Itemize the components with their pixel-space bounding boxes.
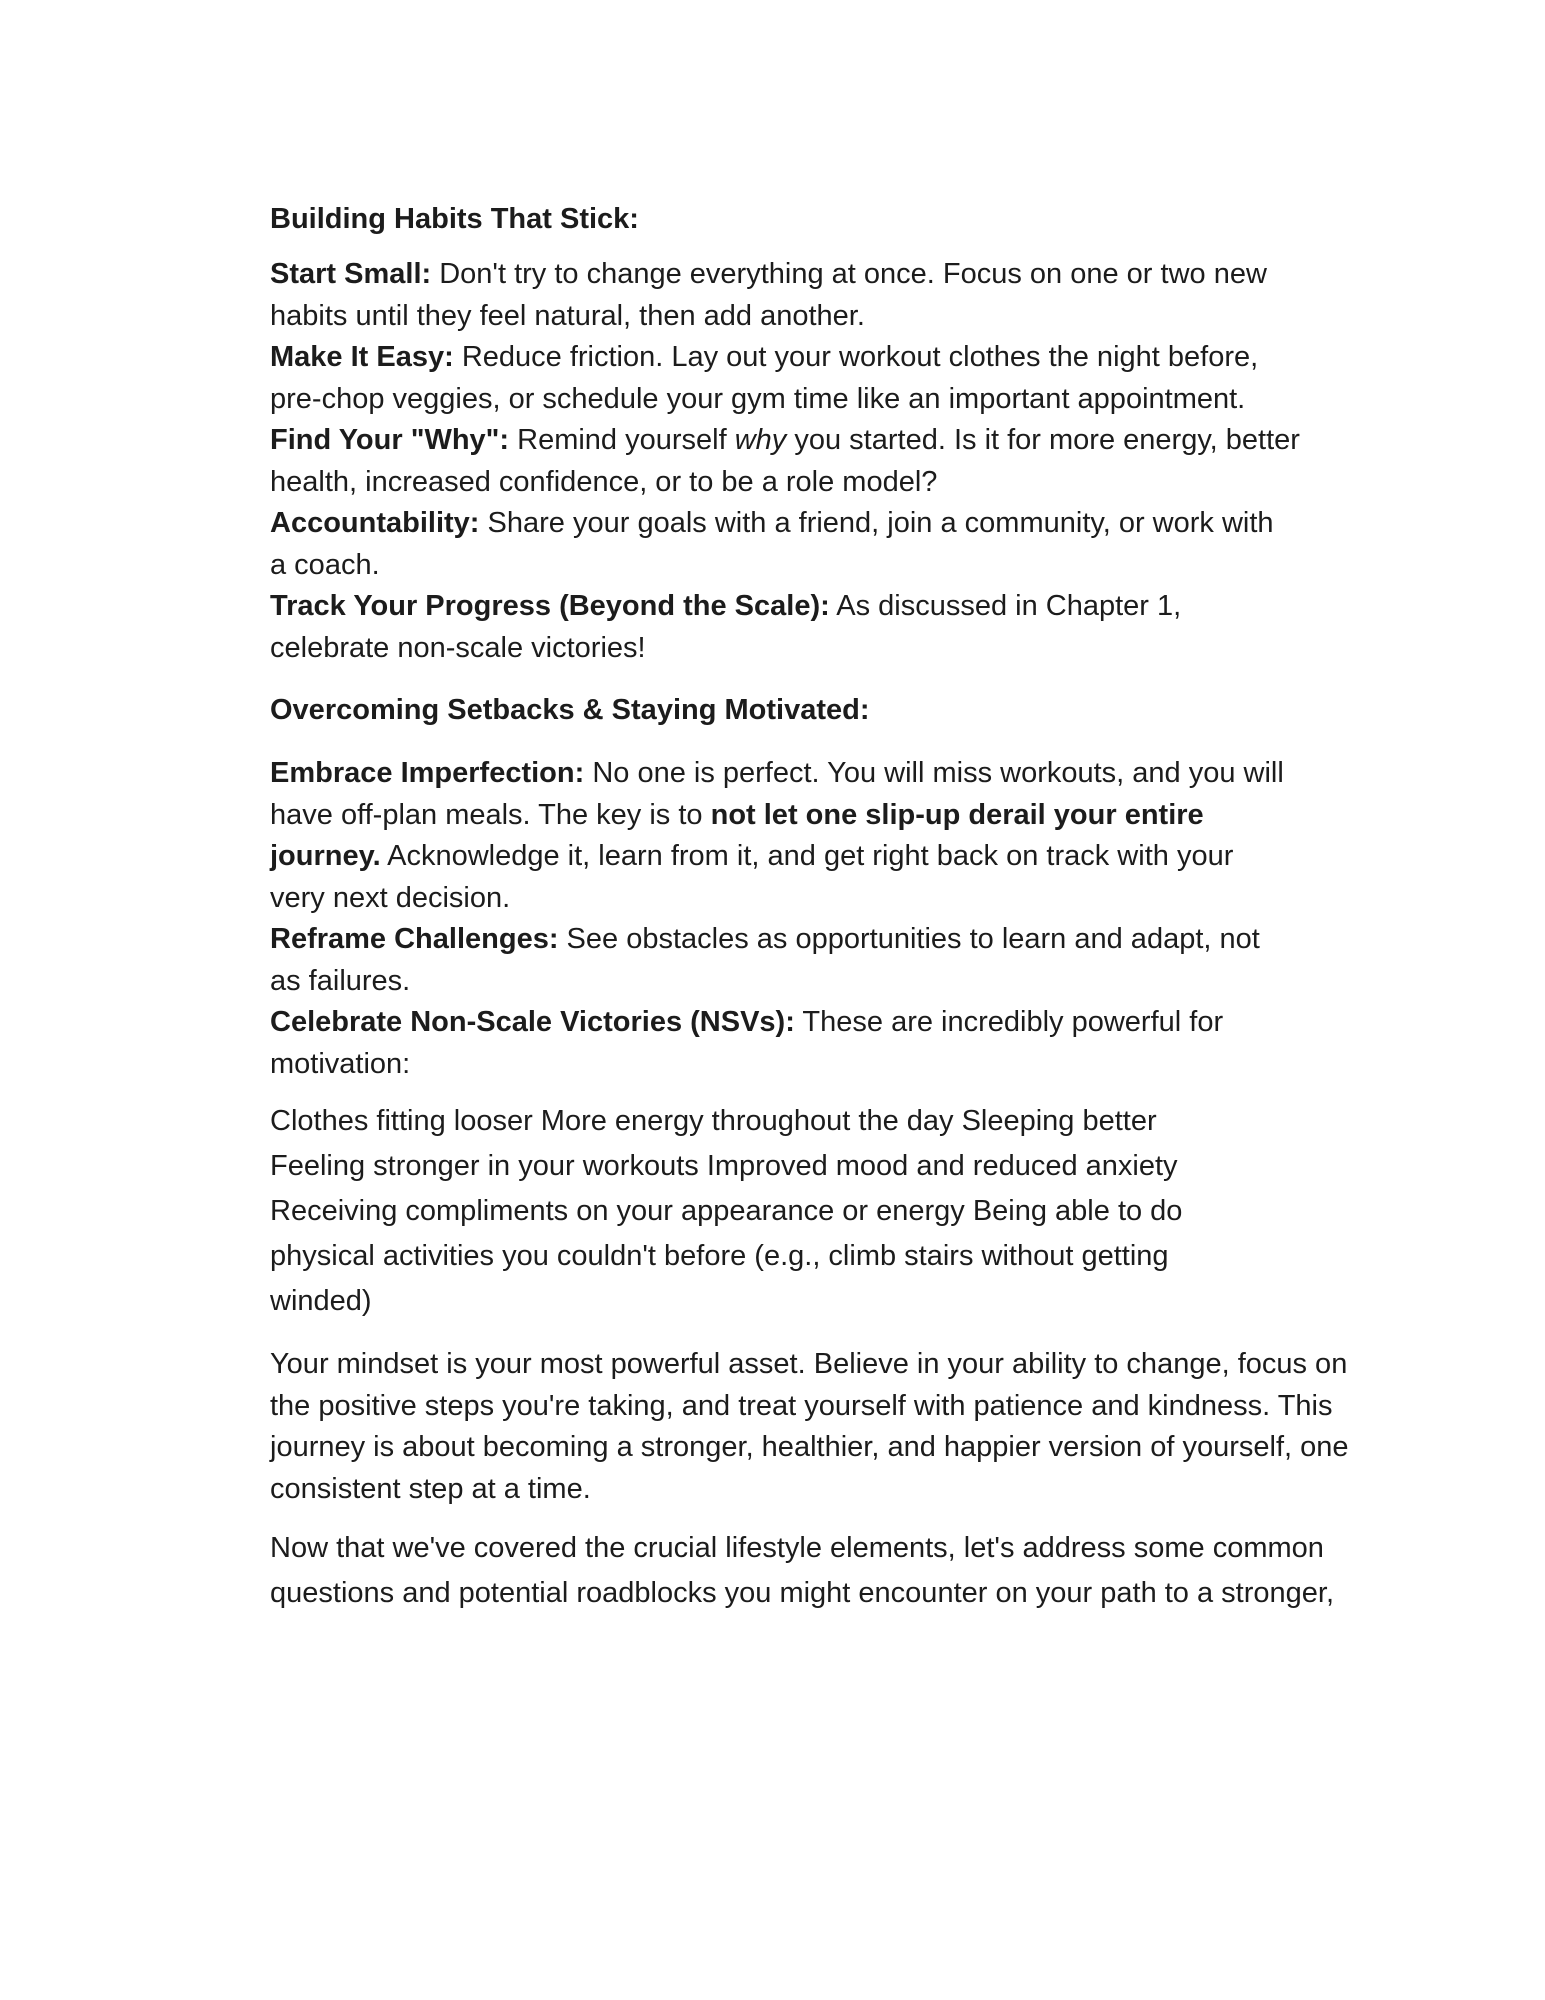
item-label: Reframe Challenges: bbox=[270, 923, 559, 955]
list-item bbox=[270, 586, 1430, 669]
nsv-line: physical activities you couldn't before (e.g., climb stairs without getting bbox=[270, 1240, 1169, 1272]
item-text: have off-plan meals. The key is to bbox=[270, 798, 711, 831]
item-label: Accountability: bbox=[270, 507, 480, 539]
item-text: as failures. bbox=[270, 964, 411, 997]
item-text: Acknowledge it, learn from it, and get right back on track with your bbox=[380, 840, 1234, 872]
nsv-line: winded) bbox=[270, 1285, 372, 1317]
item-text: See obstacles as opportunities to learn and adapt, not bbox=[558, 923, 1260, 955]
item-label: Celebrate Non-Scale Victories (NSVs): bbox=[270, 1006, 795, 1038]
item-text: Reduce friction. Lay out your workout clothes the night before, bbox=[453, 341, 1259, 373]
item-text: As discussed in Chapter 1, bbox=[829, 590, 1182, 622]
item-label: Find Your "Why": bbox=[270, 424, 510, 456]
paragraph-line: the positive steps you're taking, and treat yourself with patience and kindness. This bbox=[270, 1389, 1333, 1422]
paragraph-line: journey is about becoming a stronger, healthier, and happier version of yourself, one bbox=[270, 1431, 1349, 1463]
section-heading-habits: Building Habits That Stick: bbox=[270, 203, 639, 235]
paragraph-line: questions and potential roadblocks you might encounter on your path to a stronger, bbox=[270, 1577, 1335, 1609]
item-text: No one is perfect. You will miss workouts, and you will bbox=[584, 757, 1284, 789]
item-label: Track Your Progress (Beyond the Scale): bbox=[270, 590, 830, 622]
item-text: you started. Is it for more energy, better bbox=[786, 424, 1300, 456]
list-item bbox=[270, 420, 1430, 503]
list-item bbox=[270, 1002, 1430, 1085]
item-text: very next decision. bbox=[270, 881, 511, 914]
item-text: Remind yourself bbox=[509, 424, 735, 456]
nsv-line: Feeling stronger in your workouts Improved mood and reduced anxiety bbox=[270, 1150, 1178, 1182]
nsv-line: Clothes fitting looser More energy throughout the day Sleeping better bbox=[270, 1105, 1157, 1137]
paragraph-line: Your mindset is your most powerful asset. Believe in your ability to change, focus on bbox=[270, 1348, 1348, 1380]
nsv-list bbox=[270, 1099, 1430, 1324]
item-text: habits until they feel natural, then add another. bbox=[270, 299, 865, 332]
list-item bbox=[270, 503, 1430, 586]
item-text: Share your goals with a friend, join a community, or work with bbox=[479, 507, 1274, 539]
item-label: Make It Easy: bbox=[270, 341, 454, 373]
item-text: motivation: bbox=[270, 1047, 411, 1080]
item-text: health, increased confidence, or to be a role model? bbox=[270, 465, 938, 498]
item-text: pre-chop veggies, or schedule your gym time like an important appointment. bbox=[270, 382, 1246, 415]
list-item bbox=[270, 337, 1430, 420]
item-text: Don't try to change everything at once. Focus on one or two new bbox=[431, 258, 1267, 290]
transition-paragraph bbox=[270, 1526, 1430, 1616]
list-item bbox=[270, 753, 1430, 919]
nsv-line: Receiving compliments on your appearance or energy Being able to do bbox=[270, 1195, 1183, 1227]
item-text: a coach. bbox=[270, 548, 380, 581]
habits-list bbox=[270, 254, 1430, 669]
section-heading-setbacks: Overcoming Setbacks & Staying Motivated: bbox=[270, 694, 870, 726]
setbacks-list bbox=[270, 753, 1430, 1085]
list-item bbox=[270, 919, 1430, 1002]
item-text: celebrate non-scale victories! bbox=[270, 631, 646, 664]
item-label: Start Small: bbox=[270, 258, 432, 290]
item-label: Embrace Imperfection: bbox=[270, 757, 585, 789]
document-page bbox=[270, 198, 1430, 1616]
list-item bbox=[270, 254, 1430, 337]
paragraph-line: Now that we've covered the crucial lifestyle elements, let's address some common bbox=[270, 1532, 1324, 1564]
item-text: These are incredibly powerful for bbox=[794, 1006, 1224, 1038]
item-emphasis: journey. bbox=[270, 840, 381, 872]
item-emphasis: not let one slip-up derail your entire bbox=[710, 798, 1204, 831]
mindset-paragraph bbox=[270, 1344, 1430, 1510]
paragraph-line: consistent step at a time. bbox=[270, 1472, 591, 1505]
item-emphasis: why bbox=[734, 424, 787, 456]
